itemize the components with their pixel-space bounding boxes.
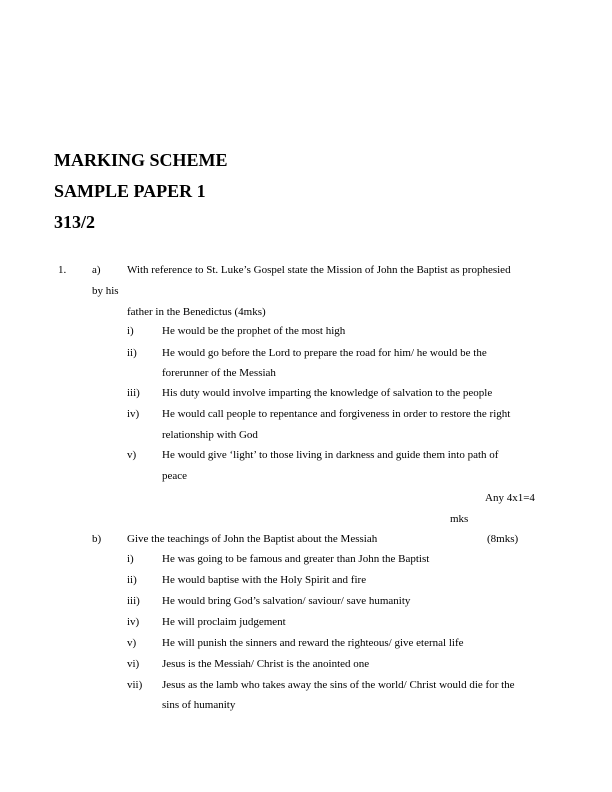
- part-a-question-line-3: father in the Benedictus (4mks): [127, 306, 266, 318]
- part-a-item-text: He would go before the Lord to prepare the road for him/ he would be the: [162, 347, 487, 359]
- part-a-item-text: His duty would involve imparting the knowledge of salvation to the people: [162, 387, 493, 399]
- heading-sample-paper: SAMPLE PAPER 1: [54, 181, 206, 201]
- part-a-item-number: v): [127, 449, 137, 461]
- part-a-item-text: peace: [162, 470, 188, 482]
- part-a-marks-allocation: Any 4x1=4: [485, 492, 535, 504]
- heading-paper-code: 313/2: [54, 212, 96, 232]
- part-b-item-text: Jesus as the lamb who takes away the sins of the world/ Christ would die for the: [162, 679, 515, 691]
- part-a-item-number: iii): [127, 387, 140, 399]
- part-a-marks-unit: mks: [450, 513, 469, 525]
- part-b-item-number: v): [127, 637, 137, 649]
- part-a-item-text: He would call people to repentance and forgiveness in order to restore the right: [162, 408, 511, 420]
- part-b-label: b): [92, 533, 102, 545]
- part-b-item-text: He would bring God’s salvation/ saviour/ save humanity: [162, 595, 411, 607]
- part-b-item-number: vi): [127, 658, 140, 670]
- part-b-item-text: He will proclaim judgement: [162, 616, 286, 628]
- part-a-item-number: iv): [127, 408, 140, 420]
- part-a-item-text: relationship with God: [162, 429, 258, 441]
- part-b-item-text: He was going to be famous and greater than John the Baptist: [162, 553, 430, 565]
- part-b-item-number: i): [127, 553, 134, 565]
- part-a-question-line-1: With reference to St. Luke’s Gospel state the Mission of John the Baptist as prophesied: [127, 264, 511, 276]
- part-b-marks: (8mks): [487, 533, 519, 545]
- part-a-label: a): [92, 264, 101, 276]
- heading-marking-scheme: MARKING SCHEME: [54, 150, 228, 170]
- part-b-item-number: iii): [127, 595, 140, 607]
- part-a-question-line-2: by his: [92, 285, 119, 297]
- part-b-item-number: vii): [127, 679, 143, 691]
- part-b-item-text: He would baptise with the Holy Spirit and fire: [162, 574, 367, 586]
- part-a-item-text: He would be the prophet of the most high: [162, 325, 346, 337]
- part-b-item-text: sins of humanity: [162, 699, 236, 711]
- part-a-item-text: He would give ‘light’ to those living in darkness and guide them into path of: [162, 449, 499, 461]
- part-b-question: Give the teachings of John the Baptist about the Messiah: [127, 533, 378, 545]
- part-a-item-number: i): [127, 325, 134, 337]
- part-b-item-number: ii): [127, 574, 137, 586]
- part-a-item-number: ii): [127, 347, 137, 359]
- question-number: 1.: [58, 264, 67, 276]
- part-b-item-number: iv): [127, 616, 140, 628]
- part-a-item-text: forerunner of the Messiah: [162, 367, 276, 379]
- part-b-item-text: Jesus is the Messiah/ Christ is the anointed one: [162, 658, 370, 670]
- part-b-item-text: He will punish the sinners and reward the righteous/ give eternal life: [162, 637, 464, 649]
